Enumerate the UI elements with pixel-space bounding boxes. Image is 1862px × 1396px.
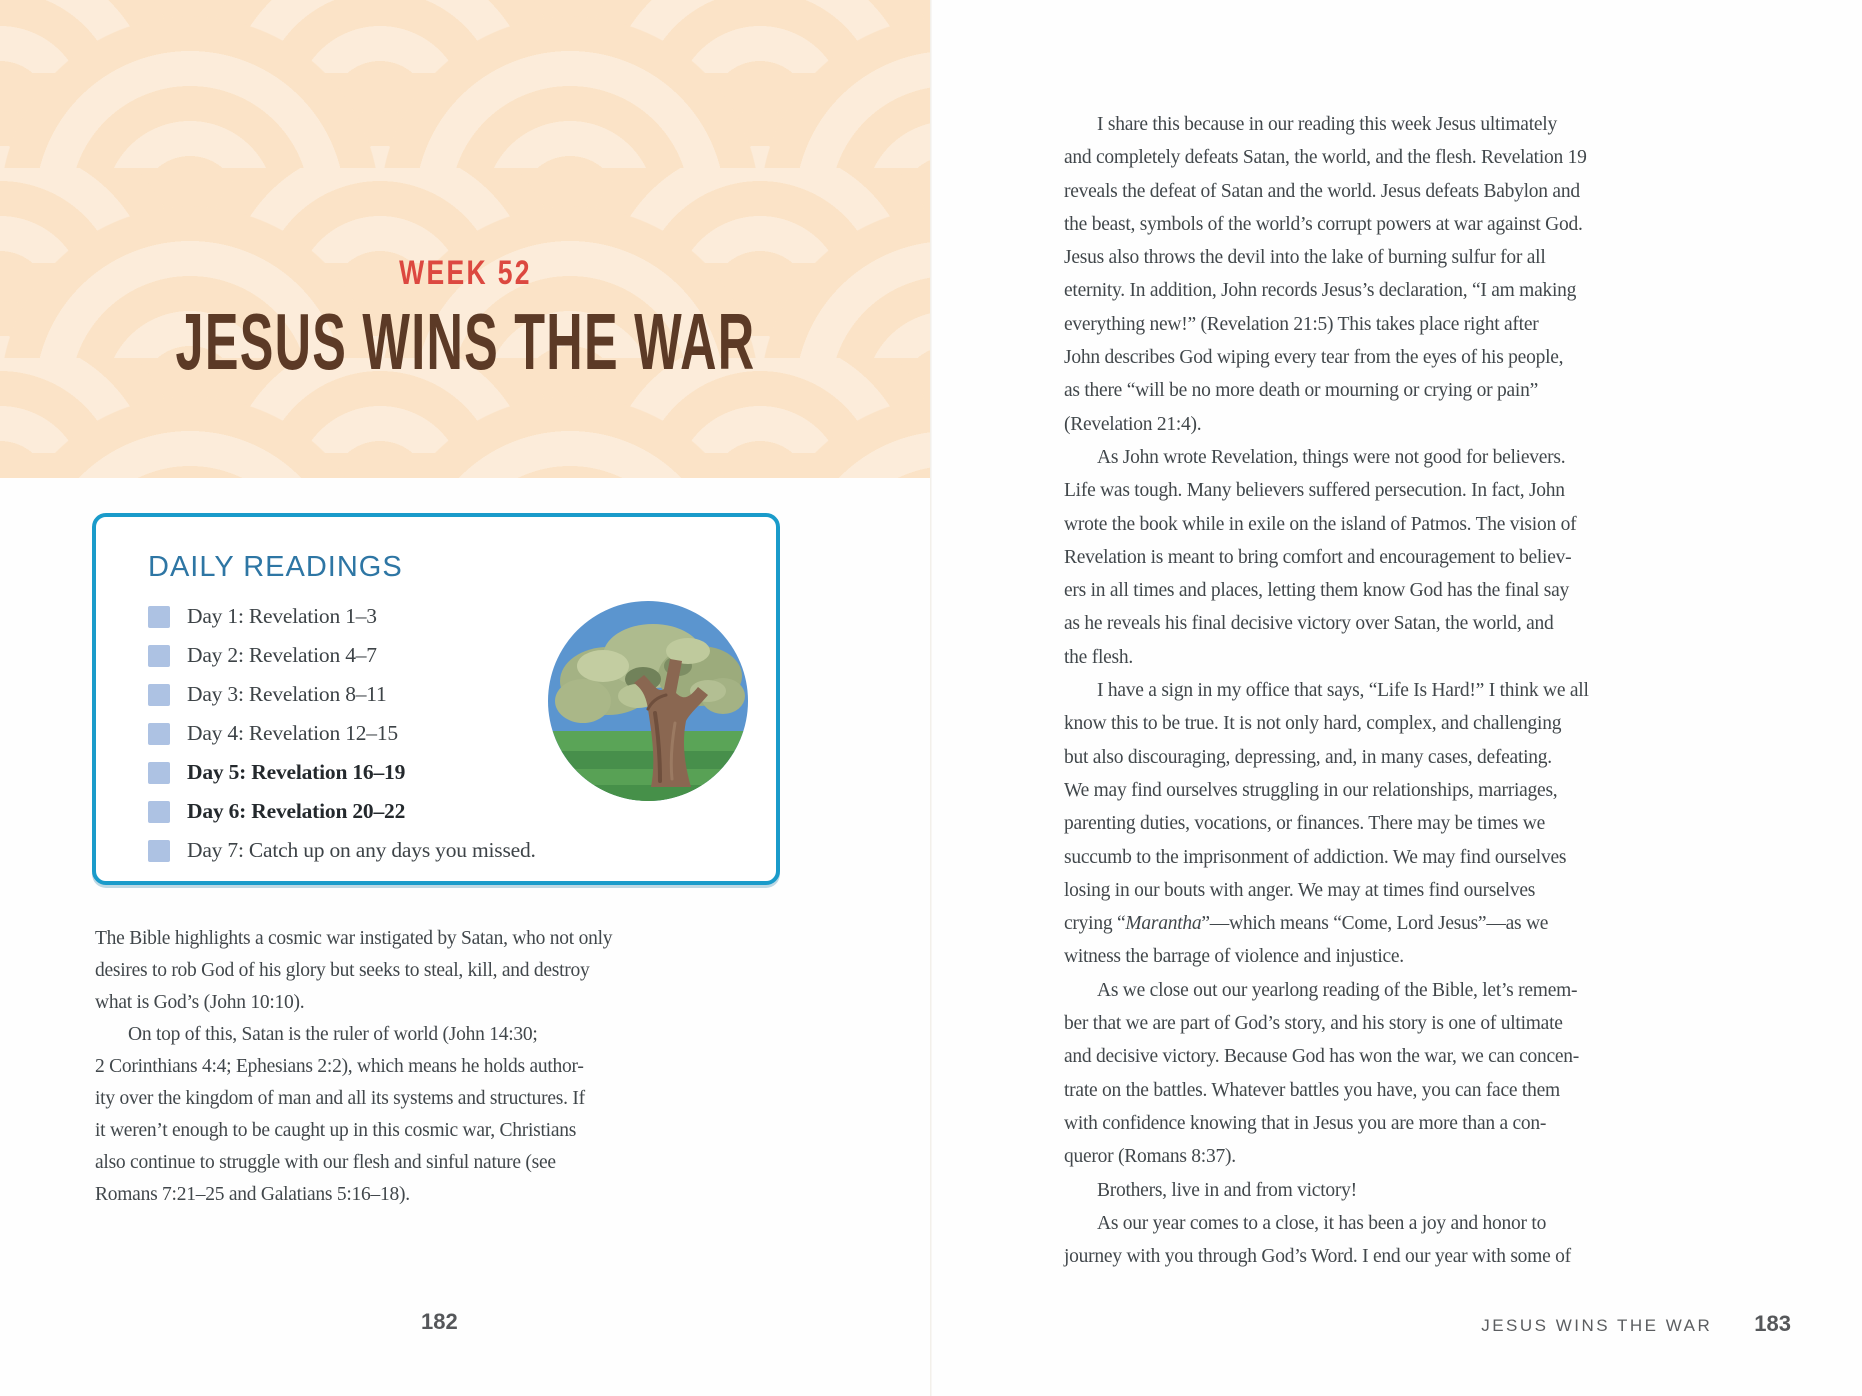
tree-in-circle-illustration xyxy=(548,601,748,801)
body-line: with confidence knowing that in Jesus you are more than a con- xyxy=(1064,1112,1547,1134)
body-line: As our year comes to a close, it has been a joy and honor to xyxy=(1097,1212,1547,1234)
reading-label: Day 3: Revelation 8–11 xyxy=(187,682,387,706)
body-line: On top of this, Satan is the ruler of world (John 14:30; xyxy=(128,1024,538,1045)
body-line: the beast, symbols of the world’s corrupt powers at war against God. xyxy=(1064,213,1583,235)
reading-label: Day 7: Catch up on any days you missed. xyxy=(187,838,536,862)
checkbox-icon xyxy=(148,606,170,628)
body-line: know this to be true. It is not only hard, complex, and challenging xyxy=(1064,713,1562,735)
reading-list-item xyxy=(148,753,536,792)
body-line: also continue to struggle with our flesh and sinful nature (see xyxy=(95,1152,556,1173)
reading-list-item xyxy=(148,831,536,870)
body-line: Romans 7:21–25 and Galatians 5:16–18). xyxy=(95,1184,410,1205)
body-line: it weren’t enough to be caught up in this cosmic war, Christians xyxy=(95,1120,577,1141)
body-line: ers in all times and places, letting them know God has the final say xyxy=(1064,580,1570,602)
checkbox-icon xyxy=(148,723,170,745)
body-line: I have a sign in my office that says, “Life Is Hard!” I think we all xyxy=(1097,680,1589,702)
page-number-right: 183 xyxy=(1754,1311,1791,1336)
checkbox-icon xyxy=(148,762,170,784)
reading-list-item xyxy=(148,675,536,714)
checkbox-icon xyxy=(148,645,170,667)
body-line: We may find ourselves struggling in our relationships, marriages, xyxy=(1064,779,1558,801)
body-line: parenting duties, vocations, or finances. There may be times we xyxy=(1064,813,1545,835)
daily-readings-list xyxy=(148,597,536,870)
body-line: Revelation is meant to bring comfort and encouragement to believ- xyxy=(1064,546,1572,568)
body-line: queror (Romans 8:37). xyxy=(1064,1146,1236,1168)
page-number-left: 182 xyxy=(421,1309,458,1334)
body-line: what is God’s (John 10:10). xyxy=(95,992,305,1013)
daily-readings-title: DAILY READINGS xyxy=(148,551,403,583)
footer-right xyxy=(1481,1311,1791,1337)
body-line: and completely defeats Satan, the world, and the flesh. Revelation 19 xyxy=(1064,147,1587,169)
body-line: John describes God wiping every tear from the eyes of his people, xyxy=(1064,347,1564,369)
body-line: journey with you through God’s Word. I end our year with some of xyxy=(1064,1246,1571,1268)
body-line: ity over the kingdom of man and all its systems and structures. If xyxy=(95,1088,585,1109)
chapter-header xyxy=(0,0,931,478)
running-title: JESUS WINS THE WAR xyxy=(1481,1316,1713,1335)
body-line: ber that we are part of God’s story, and his story is one of ultimate xyxy=(1064,1013,1563,1035)
body-line: Brothers, live in and from victory! xyxy=(1097,1179,1357,1201)
reading-label: Day 5: Revelation 16–19 xyxy=(187,760,406,784)
body-line: losing in our bouts with anger. We may at times find ourselves xyxy=(1064,879,1536,901)
reading-list-item xyxy=(148,714,536,753)
daily-readings-box xyxy=(92,513,780,885)
body-line: (Revelation 21:4). xyxy=(1064,413,1202,435)
checkbox-icon xyxy=(148,684,170,706)
body-line: reveals the defeat of Satan and the world. Jesus defeats Babylon and xyxy=(1064,180,1580,202)
body-line: desires to rob God of his glory but seeks to steal, kill, and destroy xyxy=(95,960,590,981)
reading-label: Day 4: Revelation 12–15 xyxy=(187,721,398,745)
body-line: and decisive victory. Because God has won the war, we can concen- xyxy=(1064,1046,1580,1068)
body-line: As John wrote Revelation, things were not good for believers. xyxy=(1097,446,1566,468)
body-line: eternity. In addition, John records Jesus’s declaration, “I am making xyxy=(1064,280,1577,302)
checkbox-icon xyxy=(148,801,170,823)
body-line: The Bible highlights a cosmic war instigated by Satan, who not only xyxy=(95,928,613,949)
body-line: Life was tough. Many believers suffered persecution. In fact, John xyxy=(1064,480,1565,502)
reading-label: Day 6: Revelation 20–22 xyxy=(187,799,406,823)
left-body-text xyxy=(95,923,695,1211)
body-line: but also discouraging, depressing, and, in many cases, defeating. xyxy=(1064,746,1552,768)
body-line: everything new!” (Revelation 21:5) This takes place right after xyxy=(1064,313,1539,335)
body-line: as there “will be no more death or mourning or crying or pain” xyxy=(1064,380,1539,402)
reading-list-item xyxy=(148,792,536,831)
body-line: crying “Marantha”—which means “Come, Lord Jesus”—as we xyxy=(1064,913,1549,935)
reading-label: Day 1: Revelation 1–3 xyxy=(187,604,377,628)
checkbox-icon xyxy=(148,840,170,862)
body-line: Jesus also throws the devil into the lake of burning sulfur for all xyxy=(1064,247,1546,269)
body-line: succumb to the imprisonment of addiction. We may find ourselves xyxy=(1064,846,1567,868)
body-line: as he reveals his final decisive victory over Satan, the world, and xyxy=(1064,613,1554,635)
reading-list-item xyxy=(148,636,536,675)
body-line: the flesh. xyxy=(1064,646,1133,668)
body-line: I share this because in our reading this week Jesus ultimately xyxy=(1097,114,1557,135)
reading-label: Day 2: Revelation 4–7 xyxy=(187,643,377,667)
reading-list-item xyxy=(148,597,536,636)
body-line: trate on the battles. Whatever battles you have, you can face them xyxy=(1064,1079,1560,1101)
chapter-title: JESUS WINS THE WAR xyxy=(175,297,756,386)
week-label: WEEK 52 xyxy=(399,254,532,292)
body-line: As we close out our yearlong reading of the Bible, let’s remem- xyxy=(1097,979,1578,1001)
body-line: witness the barrage of violence and injustice. xyxy=(1064,946,1404,968)
body-line: 2 Corinthians 4:4; Ephesians 2:2), which means he holds author- xyxy=(95,1056,584,1077)
right-body-text xyxy=(1064,108,1649,1273)
body-line: wrote the book while in exile on the island of Patmos. The vision of xyxy=(1064,513,1577,535)
page-gutter xyxy=(930,0,932,1396)
